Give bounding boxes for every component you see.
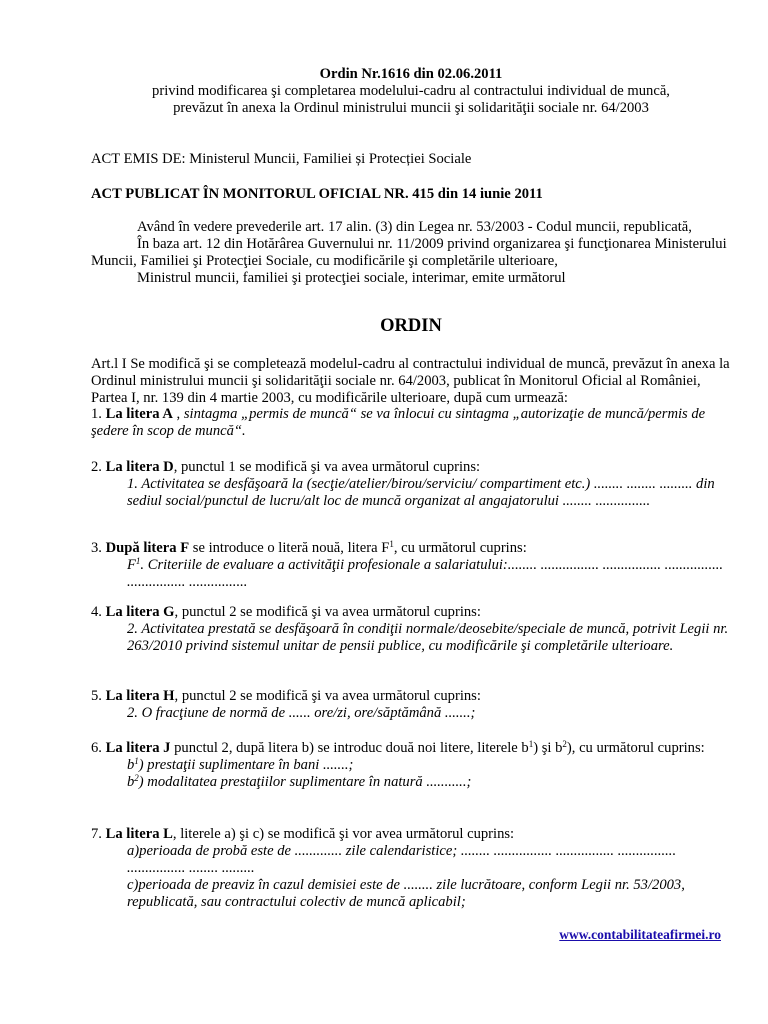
item-7 — [91, 826, 731, 911]
item-3-rest-b: , cu următorul cuprins: — [393, 540, 527, 556]
document-header — [91, 66, 731, 117]
item-3-body-superscript: 1 — [135, 556, 141, 566]
item-7-number: 7. — [91, 826, 102, 842]
item-2-lead: La litera D — [105, 459, 174, 475]
item-6 — [91, 740, 731, 791]
item-3 — [91, 540, 731, 591]
article-1-intro: Art.l I Se modifică şi se completează modelul-cadru al contractului individual de muncă, prevăzut în anexa la Ordinul ministrului muncii şi solidarităţii sociale nr. 64/2003, publicat în Monitorul Oficial al României, Partea I, nr. 139 din 4 martie 2003, cu modificările ulterioare, după cum urmează: — [91, 356, 730, 406]
act-publicat: ACT PUBLICAT ÎN MONITORUL OFICIAL NR. 415 din 14 iunie 2011 — [91, 186, 543, 202]
item-4 — [91, 604, 731, 655]
item-5-body: 2. O fracţiune de normă de ...... ore/zi, ore/săptămână .......; — [127, 705, 476, 721]
item-6-superscript-1: 1 — [528, 739, 534, 749]
item-1-number: 1. — [91, 406, 102, 422]
item-5-number: 5. — [91, 688, 102, 704]
preamble-paragraph-2: În baza art. 12 din Hotărârea Guvernului nr. 11/2009 privind organizarea şi funcţionarea Ministerului Muncii, Familiei şi Protecţiei Sociale, cu modificările şi completările ulterioare, — [91, 236, 727, 269]
item-6-b2-superscript: 2 — [134, 773, 139, 783]
ordin-heading: ORDIN — [380, 316, 442, 336]
item-5-rest: , punctul 2 se modifică şi va avea următorul cuprins: — [174, 688, 481, 704]
item-2-rest: , punctul 1 se modifică şi va avea următorul cuprins: — [173, 459, 481, 475]
item-2-body: 1. Activitatea se desfăşoară la (secţie/atelier/birou/serviciu/ compartiment etc.) ........ ........ ......... din sediul social/punctul de lucru/alt loc de muncă organizat al angajatorului ........ ............... — [127, 476, 715, 509]
preamble-paragraph-1: Având în vedere prevederile art. 17 alin. (3) din Legea nr. 53/2003 - Codul muncii, republicată, — [137, 219, 692, 235]
document-title: Ordin Nr.1616 din 02.06.2011 — [319, 66, 503, 82]
item-5 — [91, 688, 731, 722]
item-3-rest-a: se introduce o literă nouă, litera F — [189, 540, 390, 556]
item-4-rest: , punctul 2 se modifică şi va avea următorul cuprins: — [174, 604, 481, 620]
footer — [559, 926, 721, 944]
item-3-number: 3. — [91, 540, 102, 556]
item-6-b1-lead: b — [127, 757, 135, 773]
item-7-a: a)perioada de probă este de ............. zile calendaristice; ........ ................ ................ ................ ................ ........ ......... — [127, 843, 677, 876]
item-2-number: 2. — [91, 459, 102, 475]
item-4-body: 2. Activitatea prestată se desfăşoară în condiţii normale/deosebite/speciale de muncă, potrivit Legii nr. 263/2010 privind sistemul unitar de pensii publice, cu modificările şi completările ulterioare. — [127, 621, 729, 654]
item-4-number: 4. — [91, 604, 102, 620]
footer-website-link[interactable]: www.contabilitateafirmei.ro — [559, 927, 721, 942]
item-3-superscript: 1 — [389, 539, 394, 549]
item-7-lead: La litera L — [105, 826, 173, 842]
item-6-b1: ) prestaţii suplimentare în bani .......; — [138, 757, 354, 773]
item-5-lead: La litera H — [105, 688, 175, 704]
item-3-body: . Criteriile de evaluare a activităţii profesionale a salariatului:........ ................ ................ ................ ................ ................ — [127, 557, 724, 590]
item-2 — [91, 459, 731, 510]
item-1-lead: La litera A — [105, 406, 173, 422]
item-1-separator: , — [172, 406, 184, 422]
item-4-lead: La litera G — [105, 604, 175, 620]
item-6-lead: La litera J — [105, 740, 171, 756]
item-3-body-lead: F — [127, 557, 136, 573]
item-6-rest-a: punctul 2, după litera b) se introduc două noi litere, literele b — [170, 740, 529, 756]
act-emitent: ACT EMIS DE: Ministerul Muncii, Familiei și Protecției Sociale — [91, 151, 472, 167]
preamble — [91, 219, 731, 287]
item-1 — [91, 406, 731, 440]
item-3-lead: După litera F — [105, 540, 190, 556]
item-1-text: sintagma „permis de muncă“ se va înlocui cu sintagma „autorizaţie de muncă/permis de şedere în scop de muncă“. — [91, 406, 706, 439]
preamble-paragraph-3: Ministrul muncii, familiei şi protecţiei sociale, interimar, emite următorul — [137, 270, 566, 286]
item-7-rest: , literele a) şi c) se modifică şi vor avea următorul cuprins: — [172, 826, 515, 842]
item-7-c: c)perioada de preaviz în cazul demisiei este de ........ zile lucrătoare, conform Legii nr. 53/2003, republicată, sau contractului colectiv de muncă aplicabil; — [127, 877, 685, 910]
item-6-b2-lead: b — [127, 774, 135, 790]
item-6-b1-superscript: 1 — [134, 756, 139, 766]
item-6-b2: ) modalitatea prestaţiilor suplimentare în natură ...........; — [138, 774, 472, 790]
item-6-number: 6. — [91, 740, 102, 756]
item-6-superscript-2: 2 — [562, 739, 567, 749]
document-subtitle: privind modificarea şi completarea modelului-cadru al contractului individual de muncă, prevăzut în anexa la Ordinul ministrului muncii şi solidarităţii sociale nr. 64/2003 — [152, 83, 670, 116]
item-6-rest-b: ) şi b — [533, 740, 563, 756]
item-6-rest-c: ), cu următorul cuprins: — [566, 740, 705, 756]
